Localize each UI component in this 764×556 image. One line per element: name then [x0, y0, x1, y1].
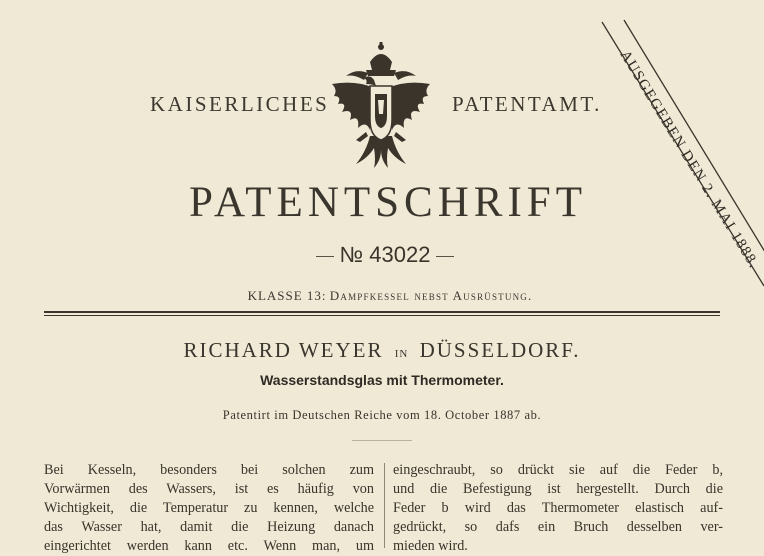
- invention-title: Wasserstandsglas mit Thermometer.: [260, 372, 504, 388]
- body-line: mieden wird.: [393, 538, 468, 554]
- inventor-name: RICHARD WEYER: [183, 338, 384, 362]
- patent-number: [290, 242, 480, 268]
- klasse-line: [160, 288, 620, 304]
- body-column-right: [393, 461, 723, 556]
- document-title: [188, 178, 588, 227]
- body-line: Wichtigkeit, die Temperatur zu kennen, welche: [44, 500, 374, 516]
- inventor-line: [0, 338, 764, 363]
- granted-date: Patentirt im Deutschen Reiche vom 18. October 1887 ab.: [222, 408, 542, 422]
- body-line: und die Befestigung ist hergestellt. Durch die: [393, 481, 723, 497]
- body-line: Bei Kesseln, besonders bei solchen zum: [44, 462, 374, 478]
- patent-number-dash-left: [316, 256, 334, 257]
- double-rule-top: [44, 311, 720, 313]
- body-line: Feder b wird das Thermometer elastisch auf-: [393, 500, 723, 516]
- patent-number-dash-right: [436, 256, 454, 257]
- body-line: das Wasser hat, damit die Heizung danach: [44, 519, 374, 535]
- double-rule-bottom: [44, 315, 720, 316]
- body-line: eingeschraubt, so drückt sie auf die Feder b,: [393, 462, 723, 478]
- klasse-subject: Dampfkessel nebst Ausrüstung.: [329, 288, 533, 303]
- body-line: Vorwärmen des Wassers, ist es häufig von: [44, 481, 374, 497]
- section-separator: [352, 440, 412, 441]
- document-title-text: PATENTSCHRIFT: [189, 179, 587, 226]
- patent-number-text: № 43022: [339, 242, 431, 267]
- issue-date-stamp: [592, 0, 764, 314]
- stamp-text: AUSGEGEBEN DEN 2. MAI 1888.: [616, 47, 762, 272]
- inventor-connector: in: [394, 345, 409, 361]
- header-right-text: PATENTAMT.: [452, 92, 602, 116]
- imperial-eagle-icon: [326, 40, 436, 170]
- column-divider: [384, 463, 385, 548]
- body-line: eingerichtet werden kann etc. Wenn man, um: [44, 538, 374, 554]
- klasse-prefix: KLASSE 13:: [247, 288, 327, 303]
- header-left-text: KAISERLICHES: [150, 92, 330, 116]
- body-line: gedrückt, so dafs ein Bruch desselben ver-: [393, 519, 723, 535]
- inventor-city: DÜSSELDORF.: [419, 338, 581, 362]
- body-column-left: [44, 461, 374, 556]
